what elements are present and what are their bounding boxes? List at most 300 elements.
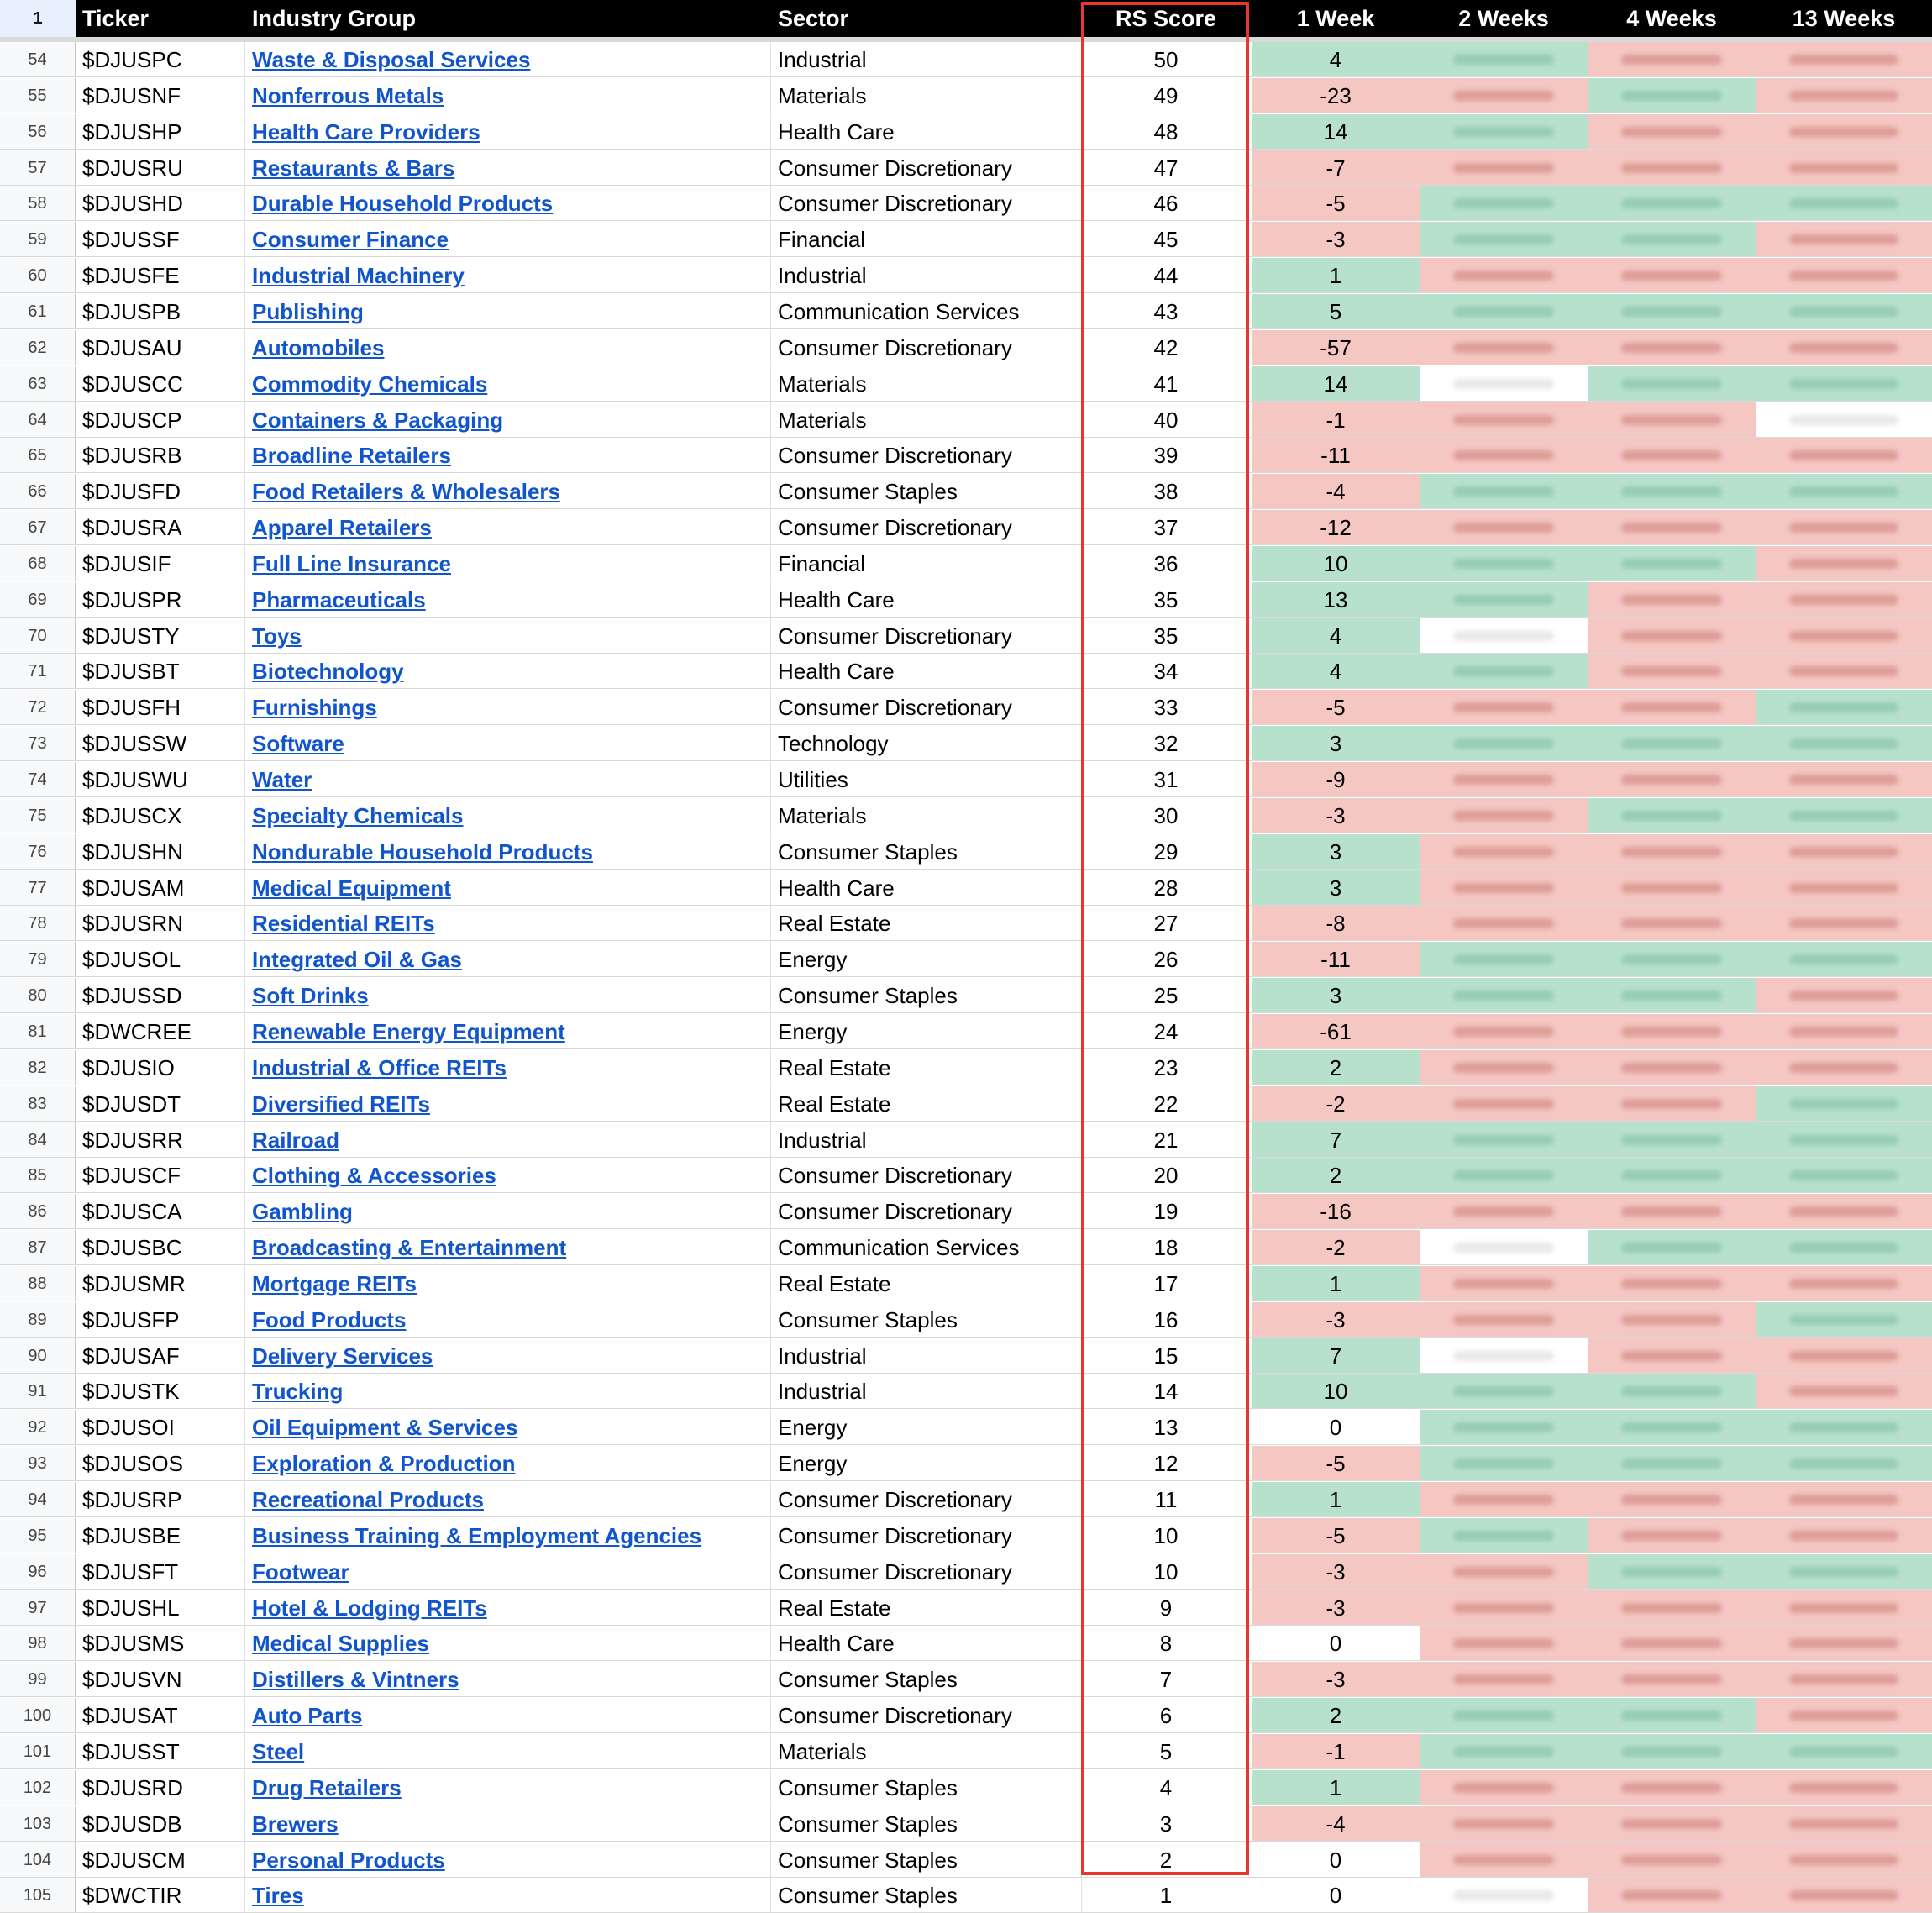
header-4-weeks[interactable]: 4 Weeks [1626, 6, 1717, 31]
week13-change-cell-blurred[interactable] [1756, 1554, 1932, 1589]
week1-change-cell[interactable]: -5 [1252, 1446, 1420, 1480]
table-row[interactable] [0, 1446, 1932, 1481]
row-number[interactable]: 98 [0, 1626, 76, 1660]
industry-group-link[interactable]: Nonferrous Metals [252, 82, 444, 108]
table-row[interactable] [0, 1626, 1932, 1661]
week1-change-cell[interactable]: -3 [1252, 222, 1420, 256]
week2-change-cell-blurred[interactable] [1420, 258, 1588, 292]
rs-score-cell[interactable]: 39 [1153, 443, 1179, 469]
ticker-cell[interactable]: $DJUSBE [76, 1518, 245, 1553]
industry-group-cell[interactable] [245, 978, 771, 1012]
row-number[interactable]: 91 [0, 1374, 76, 1408]
table-row[interactable] [0, 906, 1932, 941]
sector-cell[interactable]: Consumer Staples [771, 978, 1082, 1012]
week1-change-cell[interactable]: -3 [1252, 798, 1420, 833]
ticker-cell[interactable]: $DJUSRD [76, 1770, 245, 1805]
week2-change-cell-blurred[interactable] [1420, 1698, 1588, 1732]
sector-cell[interactable]: Consumer Discretionary [771, 1554, 1082, 1589]
table-row[interactable] [0, 942, 1932, 977]
week13-change-cell-blurred[interactable] [1756, 942, 1932, 976]
week2-change-cell-blurred[interactable] [1420, 1626, 1588, 1660]
week2-change-cell-blurred[interactable] [1420, 1554, 1588, 1589]
table-row[interactable] [0, 978, 1932, 1013]
industry-group-cell[interactable] [245, 1194, 771, 1228]
industry-group-cell[interactable] [245, 1554, 771, 1589]
table-row[interactable] [0, 1266, 1932, 1301]
sector-cell[interactable]: Energy [771, 1446, 1082, 1480]
rs-score-cell[interactable]: 16 [1153, 1306, 1179, 1332]
table-row[interactable] [0, 42, 1932, 77]
sector-cell[interactable]: Materials [771, 366, 1082, 401]
table-row[interactable] [0, 1806, 1932, 1842]
rs-score-cell[interactable]: 31 [1153, 767, 1179, 792]
week1-change-cell[interactable]: 10 [1252, 1374, 1420, 1408]
week13-change-cell-blurred[interactable] [1756, 1158, 1932, 1192]
row-number[interactable]: 71 [0, 654, 76, 688]
week4-change-cell-blurred[interactable] [1588, 150, 1756, 185]
row-number[interactable]: 89 [0, 1302, 76, 1337]
table-row[interactable] [0, 1878, 1932, 1913]
week13-change-cell-blurred[interactable] [1756, 1590, 1932, 1625]
week1-change-cell[interactable]: 0 [1252, 1626, 1420, 1660]
sector-cell[interactable]: Technology [771, 726, 1082, 760]
week1-change-cell[interactable]: 3 [1252, 978, 1420, 1012]
table-row[interactable] [0, 330, 1932, 365]
week4-change-cell-blurred[interactable] [1588, 1662, 1756, 1696]
row-number[interactable]: 95 [0, 1518, 76, 1553]
week4-change-cell-blurred[interactable] [1588, 1014, 1756, 1048]
rs-score-cell[interactable]: 45 [1153, 227, 1179, 253]
sector-cell[interactable]: Consumer Discretionary [771, 690, 1082, 724]
rs-score-cell[interactable]: 7 [1159, 1667, 1173, 1693]
industry-group-cell[interactable] [245, 114, 771, 149]
rs-score-cell[interactable]: 2 [1159, 1847, 1173, 1873]
rs-score-cell[interactable]: 46 [1153, 191, 1179, 217]
table-row[interactable] [0, 222, 1932, 257]
industry-group-cell[interactable] [245, 1374, 771, 1408]
ticker-cell[interactable]: $DJUSOI [76, 1410, 245, 1444]
week13-change-cell-blurred[interactable] [1756, 1230, 1932, 1264]
ticker-cell[interactable]: $DJUSRR [76, 1122, 245, 1157]
week13-change-cell-blurred[interactable] [1756, 1266, 1932, 1301]
sector-cell[interactable]: Real Estate [771, 906, 1082, 940]
week4-change-cell-blurred[interactable] [1588, 942, 1756, 976]
week1-change-cell[interactable]: 3 [1252, 870, 1420, 905]
row-number[interactable]: 70 [0, 618, 76, 653]
industry-group-link[interactable]: Restaurants & Bars [252, 155, 455, 181]
ticker-cell[interactable]: $DJUSPC [76, 42, 245, 76]
week1-change-cell[interactable]: 3 [1252, 726, 1420, 760]
table-row[interactable] [0, 834, 1932, 870]
week1-change-cell[interactable]: 4 [1252, 42, 1420, 76]
week13-change-cell-blurred[interactable] [1756, 762, 1932, 796]
industry-group-link[interactable]: Delivery Services [252, 1343, 433, 1369]
week4-change-cell-blurred[interactable] [1588, 978, 1756, 1012]
row-number[interactable]: 56 [0, 114, 76, 149]
week4-change-cell-blurred[interactable] [1588, 1590, 1756, 1625]
week4-change-cell-blurred[interactable] [1588, 1374, 1756, 1408]
ticker-cell[interactable]: $DJUSNF [76, 78, 245, 113]
week4-change-cell-blurred[interactable] [1588, 294, 1756, 328]
table-row[interactable] [0, 690, 1932, 725]
industry-group-link[interactable]: Durable Household Products [252, 191, 554, 217]
week4-change-cell-blurred[interactable] [1588, 762, 1756, 796]
week13-change-cell-blurred[interactable] [1756, 1662, 1932, 1696]
week4-change-cell-blurred[interactable] [1588, 1734, 1756, 1768]
week2-change-cell-blurred[interactable] [1420, 1194, 1588, 1228]
sector-cell[interactable]: Consumer Staples [771, 1302, 1082, 1337]
sector-cell[interactable]: Consumer Discretionary [771, 150, 1082, 185]
week2-change-cell-blurred[interactable] [1420, 618, 1588, 653]
row-number[interactable]: 102 [0, 1770, 76, 1805]
sector-cell[interactable]: Industrial [771, 42, 1082, 76]
ticker-cell[interactable]: $DJUSCA [76, 1194, 245, 1228]
week13-change-cell-blurred[interactable] [1756, 1698, 1932, 1732]
industry-group-cell[interactable] [245, 1014, 771, 1048]
table-row[interactable] [0, 1410, 1932, 1445]
industry-group-link[interactable]: Full Line Insurance [252, 550, 451, 576]
rs-score-cell[interactable]: 33 [1153, 695, 1179, 721]
rs-score-cell[interactable]: 10 [1153, 1522, 1179, 1548]
industry-group-cell[interactable] [245, 1158, 771, 1192]
table-row[interactable] [0, 1554, 1932, 1590]
rs-score-cell[interactable]: 6 [1159, 1703, 1173, 1729]
week4-change-cell-blurred[interactable] [1588, 1338, 1756, 1373]
industry-group-link[interactable]: Gambling [252, 1199, 353, 1225]
ticker-cell[interactable]: $DJUSIO [76, 1050, 245, 1085]
week2-change-cell-blurred[interactable] [1420, 1266, 1588, 1301]
table-row[interactable] [0, 1482, 1932, 1517]
rs-score-cell[interactable]: 9 [1159, 1595, 1173, 1621]
ticker-cell[interactable]: $DJUSCC [76, 366, 245, 401]
row-number[interactable]: 79 [0, 942, 76, 976]
row-number[interactable]: 61 [0, 294, 76, 328]
ticker-cell[interactable]: $DJUSAF [76, 1338, 245, 1373]
industry-group-link[interactable]: Integrated Oil & Gas [252, 947, 462, 973]
week1-change-cell[interactable]: -5 [1252, 186, 1420, 220]
table-row[interactable] [0, 1698, 1932, 1733]
table-row[interactable] [0, 582, 1932, 618]
week2-change-cell-blurred[interactable] [1420, 870, 1588, 905]
week2-change-cell-blurred[interactable] [1420, 762, 1588, 796]
row-number[interactable]: 73 [0, 726, 76, 760]
week13-change-cell-blurred[interactable] [1756, 1194, 1932, 1228]
rs-score-cell[interactable]: 32 [1153, 731, 1179, 757]
week13-change-cell-blurred[interactable] [1756, 186, 1932, 220]
sector-cell[interactable]: Consumer Discretionary [771, 618, 1082, 653]
sector-cell[interactable]: Real Estate [771, 1050, 1082, 1085]
industry-group-link[interactable]: Commodity Chemicals [252, 371, 488, 397]
sector-cell[interactable]: Industrial [771, 1122, 1082, 1157]
week4-change-cell-blurred[interactable] [1588, 906, 1756, 940]
ticker-cell[interactable]: $DJUSRA [76, 510, 245, 544]
table-row[interactable] [0, 762, 1932, 797]
sector-cell[interactable]: Materials [771, 1734, 1082, 1768]
sector-cell[interactable]: Consumer Staples [771, 1878, 1082, 1912]
week2-change-cell-blurred[interactable] [1420, 978, 1588, 1012]
rs-score-cell[interactable]: 25 [1153, 983, 1179, 1009]
week1-change-cell[interactable]: -2 [1252, 1230, 1420, 1264]
ticker-cell[interactable]: $DJUSSF [76, 222, 245, 256]
sector-cell[interactable]: Consumer Discretionary [771, 1482, 1082, 1516]
week1-change-cell[interactable]: -2 [1252, 1086, 1420, 1121]
table-row[interactable] [0, 1122, 1932, 1158]
week2-change-cell-blurred[interactable] [1420, 330, 1588, 365]
week2-change-cell-blurred[interactable] [1420, 834, 1588, 869]
industry-group-cell[interactable] [245, 222, 771, 256]
industry-group-cell[interactable] [245, 690, 771, 724]
row-number[interactable]: 75 [0, 798, 76, 833]
header-2-weeks[interactable]: 2 Weeks [1458, 6, 1549, 31]
rs-score-cell[interactable]: 49 [1153, 82, 1179, 108]
table-row[interactable] [0, 1302, 1932, 1338]
week4-change-cell-blurred[interactable] [1588, 1194, 1756, 1228]
table-row[interactable] [0, 1014, 1932, 1049]
week13-change-cell-blurred[interactable] [1756, 1122, 1932, 1157]
ticker-cell[interactable]: $DJUSMS [76, 1626, 245, 1660]
week13-change-cell-blurred[interactable] [1756, 690, 1932, 724]
header-sector[interactable]: Sector [778, 6, 849, 31]
week13-change-cell-blurred[interactable] [1756, 1014, 1932, 1048]
week2-change-cell-blurred[interactable] [1420, 1122, 1588, 1157]
industry-group-cell[interactable] [245, 1662, 771, 1696]
week1-change-cell[interactable]: -3 [1252, 1554, 1420, 1589]
rs-score-cell[interactable]: 1 [1159, 1883, 1173, 1909]
sector-cell[interactable]: Industrial [771, 1338, 1082, 1373]
rs-score-cell[interactable]: 28 [1153, 875, 1179, 901]
industry-group-cell[interactable] [245, 834, 771, 869]
industry-group-cell[interactable] [245, 942, 771, 976]
industry-group-link[interactable]: Footwear [252, 1558, 349, 1585]
industry-group-cell[interactable] [245, 42, 771, 76]
sector-cell[interactable]: Health Care [771, 654, 1082, 688]
week13-change-cell-blurred[interactable] [1756, 1338, 1932, 1373]
week4-change-cell-blurred[interactable] [1588, 1554, 1756, 1589]
week4-change-cell-blurred[interactable] [1588, 114, 1756, 149]
week1-change-cell[interactable]: 14 [1252, 366, 1420, 401]
industry-group-cell[interactable] [245, 1230, 771, 1264]
week2-change-cell-blurred[interactable] [1420, 1482, 1588, 1516]
week13-change-cell-blurred[interactable] [1756, 1446, 1932, 1480]
week13-change-cell-blurred[interactable] [1756, 1086, 1932, 1121]
week4-change-cell-blurred[interactable] [1588, 1050, 1756, 1085]
row-number[interactable]: 66 [0, 474, 76, 508]
week1-change-cell[interactable]: 4 [1252, 654, 1420, 688]
ticker-cell[interactable]: $DJUSBT [76, 654, 245, 688]
week4-change-cell-blurred[interactable] [1588, 582, 1756, 617]
ticker-cell[interactable]: $DJUSTY [76, 618, 245, 653]
ticker-cell[interactable]: $DJUSRU [76, 150, 245, 185]
sector-cell[interactable]: Communication Services [771, 1230, 1082, 1264]
ticker-cell[interactable]: $DJUSHP [76, 114, 245, 149]
row-number[interactable]: 57 [0, 150, 76, 185]
sector-cell[interactable]: Real Estate [771, 1086, 1082, 1121]
industry-group-link[interactable]: Waste & Disposal Services [252, 47, 531, 72]
rs-score-cell[interactable]: 14 [1153, 1379, 1179, 1405]
sector-cell[interactable]: Health Care [771, 114, 1082, 149]
industry-group-cell[interactable] [245, 726, 771, 760]
week2-change-cell-blurred[interactable] [1420, 78, 1588, 113]
sector-cell[interactable]: Financial [771, 222, 1082, 256]
week2-change-cell-blurred[interactable] [1420, 1014, 1588, 1048]
row-number[interactable]: 88 [0, 1266, 76, 1301]
industry-group-cell[interactable] [245, 294, 771, 328]
ticker-cell[interactable]: $DJUSPR [76, 582, 245, 617]
table-row[interactable] [0, 1734, 1932, 1769]
week13-change-cell-blurred[interactable] [1756, 870, 1932, 905]
industry-group-link[interactable]: Clothing & Accessories [252, 1163, 496, 1189]
ticker-cell[interactable]: $DJUSCP [76, 402, 245, 437]
week1-change-cell[interactable]: -5 [1252, 1518, 1420, 1553]
rs-score-cell[interactable]: 3 [1159, 1811, 1173, 1837]
rs-score-cell[interactable]: 13 [1153, 1415, 1179, 1441]
rs-score-cell[interactable]: 23 [1153, 1054, 1179, 1080]
ticker-cell[interactable]: $DJUSTK [76, 1374, 245, 1408]
table-row[interactable] [0, 1086, 1932, 1122]
table-row[interactable] [0, 1230, 1932, 1265]
week2-change-cell-blurred[interactable] [1420, 1410, 1588, 1444]
industry-group-link[interactable]: Industrial Machinery [252, 263, 465, 289]
row-number[interactable]: 60 [0, 258, 76, 292]
rs-score-cell[interactable]: 43 [1153, 298, 1179, 324]
header-rs-score[interactable]: RS Score [1115, 6, 1217, 31]
week2-change-cell-blurred[interactable] [1420, 1878, 1588, 1912]
week4-change-cell-blurred[interactable] [1588, 726, 1756, 760]
week13-change-cell-blurred[interactable] [1756, 42, 1932, 76]
industry-group-link[interactable]: Recreational Products [252, 1487, 484, 1512]
industry-group-link[interactable]: Industrial & Office REITs [252, 1054, 507, 1080]
rs-score-cell[interactable]: 34 [1153, 659, 1179, 685]
industry-group-link[interactable]: Automobiles [252, 334, 385, 360]
week4-change-cell-blurred[interactable] [1588, 546, 1756, 581]
table-row[interactable] [0, 510, 1932, 545]
week2-change-cell-blurred[interactable] [1420, 1158, 1588, 1192]
week1-change-cell[interactable]: -11 [1252, 942, 1420, 976]
ticker-cell[interactable]: $DJUSAM [76, 870, 245, 905]
sector-cell[interactable]: Industrial [771, 1374, 1082, 1408]
table-row[interactable] [0, 870, 1932, 906]
week2-change-cell-blurred[interactable] [1420, 114, 1588, 149]
week1-change-cell[interactable]: -7 [1252, 150, 1420, 185]
table-row[interactable] [0, 402, 1932, 438]
rs-score-cell[interactable]: 11 [1154, 1487, 1178, 1512]
week4-change-cell-blurred[interactable] [1588, 798, 1756, 833]
sector-cell[interactable]: Consumer Discretionary [771, 1518, 1082, 1553]
week2-change-cell-blurred[interactable] [1420, 582, 1588, 617]
week2-change-cell-blurred[interactable] [1420, 1446, 1588, 1480]
industry-group-cell[interactable] [245, 1086, 771, 1121]
row-number[interactable]: 68 [0, 546, 76, 581]
week2-change-cell-blurred[interactable] [1420, 690, 1588, 724]
sector-cell[interactable]: Materials [771, 402, 1082, 437]
week1-change-cell[interactable]: 1 [1252, 1770, 1420, 1805]
industry-group-link[interactable]: Publishing [252, 298, 364, 324]
row-number[interactable]: 80 [0, 978, 76, 1012]
week4-change-cell-blurred[interactable] [1588, 1770, 1756, 1805]
table-row[interactable] [0, 1590, 1932, 1626]
week1-change-cell[interactable]: 2 [1252, 1050, 1420, 1085]
week4-change-cell-blurred[interactable] [1588, 1230, 1756, 1264]
week1-change-cell[interactable]: 1 [1252, 1482, 1420, 1516]
ticker-cell[interactable]: $DJUSST [76, 1734, 245, 1768]
rs-score-cell[interactable]: 21 [1153, 1127, 1179, 1153]
week2-change-cell-blurred[interactable] [1420, 294, 1588, 328]
industry-group-cell[interactable] [245, 618, 771, 653]
row-number[interactable]: 86 [0, 1194, 76, 1228]
rs-score-cell[interactable]: 30 [1153, 802, 1179, 828]
week1-change-cell[interactable]: 5 [1252, 294, 1420, 328]
week4-change-cell-blurred[interactable] [1588, 1518, 1756, 1553]
industry-group-cell[interactable] [245, 546, 771, 581]
industry-group-cell[interactable] [245, 1770, 771, 1805]
industry-group-link[interactable]: Tires [252, 1883, 304, 1909]
week1-change-cell[interactable]: 2 [1252, 1698, 1420, 1732]
industry-group-cell[interactable] [245, 1806, 771, 1841]
rs-score-cell[interactable]: 24 [1153, 1018, 1179, 1044]
week13-change-cell-blurred[interactable] [1756, 1482, 1932, 1516]
sector-cell[interactable]: Energy [771, 1014, 1082, 1048]
sector-cell[interactable]: Real Estate [771, 1590, 1082, 1625]
week1-change-cell[interactable]: -5 [1252, 690, 1420, 724]
row-number[interactable]: 63 [0, 366, 76, 401]
rs-score-cell[interactable]: 50 [1153, 47, 1179, 72]
week1-change-cell[interactable]: -12 [1252, 510, 1420, 544]
week13-change-cell-blurred[interactable] [1756, 1770, 1932, 1805]
row-number[interactable]: 62 [0, 330, 76, 365]
week2-change-cell-blurred[interactable] [1420, 1338, 1588, 1373]
week13-change-cell-blurred[interactable] [1756, 510, 1932, 544]
ticker-cell[interactable]: $DJUSFT [76, 1554, 245, 1589]
sector-cell[interactable]: Energy [771, 1410, 1082, 1444]
week4-change-cell-blurred[interactable] [1588, 1842, 1756, 1877]
ticker-cell[interactable]: $DJUSDT [76, 1086, 245, 1121]
week1-change-cell[interactable]: -11 [1252, 438, 1420, 472]
week1-change-cell[interactable]: 0 [1252, 1878, 1420, 1912]
week1-change-cell[interactable]: 3 [1252, 834, 1420, 869]
week4-change-cell-blurred[interactable] [1588, 78, 1756, 113]
week1-change-cell[interactable]: 14 [1252, 114, 1420, 149]
week4-change-cell-blurred[interactable] [1588, 1302, 1756, 1337]
industry-group-link[interactable]: Brewers [252, 1811, 339, 1837]
rs-score-cell[interactable]: 15 [1153, 1343, 1179, 1369]
industry-group-link[interactable]: Mortgage REITs [252, 1270, 417, 1296]
row-number[interactable]: 65 [0, 438, 76, 472]
sector-cell[interactable]: Health Care [771, 1626, 1082, 1660]
week2-change-cell-blurred[interactable] [1420, 546, 1588, 581]
week4-change-cell-blurred[interactable] [1588, 654, 1756, 688]
rs-score-cell[interactable]: 20 [1153, 1163, 1179, 1189]
week13-change-cell-blurred[interactable] [1756, 258, 1932, 292]
row-number[interactable]: 78 [0, 906, 76, 940]
industry-group-cell[interactable] [245, 1590, 771, 1625]
rs-score-cell[interactable]: 26 [1153, 947, 1179, 973]
week1-change-cell[interactable]: 4 [1252, 618, 1420, 653]
table-row[interactable] [0, 726, 1932, 761]
row-number[interactable]: 104 [0, 1842, 76, 1877]
week4-change-cell-blurred[interactable] [1588, 402, 1756, 437]
ticker-cell[interactable]: $DJUSVN [76, 1662, 245, 1696]
table-row[interactable] [0, 1158, 1932, 1193]
industry-group-cell[interactable] [245, 762, 771, 796]
week1-change-cell[interactable]: 2 [1252, 1158, 1420, 1192]
week1-change-cell[interactable]: -1 [1252, 1734, 1420, 1768]
industry-group-link[interactable]: Containers & Packaging [252, 407, 504, 433]
industry-group-link[interactable]: Consumer Finance [252, 227, 449, 253]
table-row[interactable] [0, 114, 1932, 150]
ticker-cell[interactable]: $DJUSCF [76, 1158, 245, 1192]
header-ticker[interactable]: Ticker [82, 6, 150, 31]
row-number[interactable]: 72 [0, 690, 76, 724]
